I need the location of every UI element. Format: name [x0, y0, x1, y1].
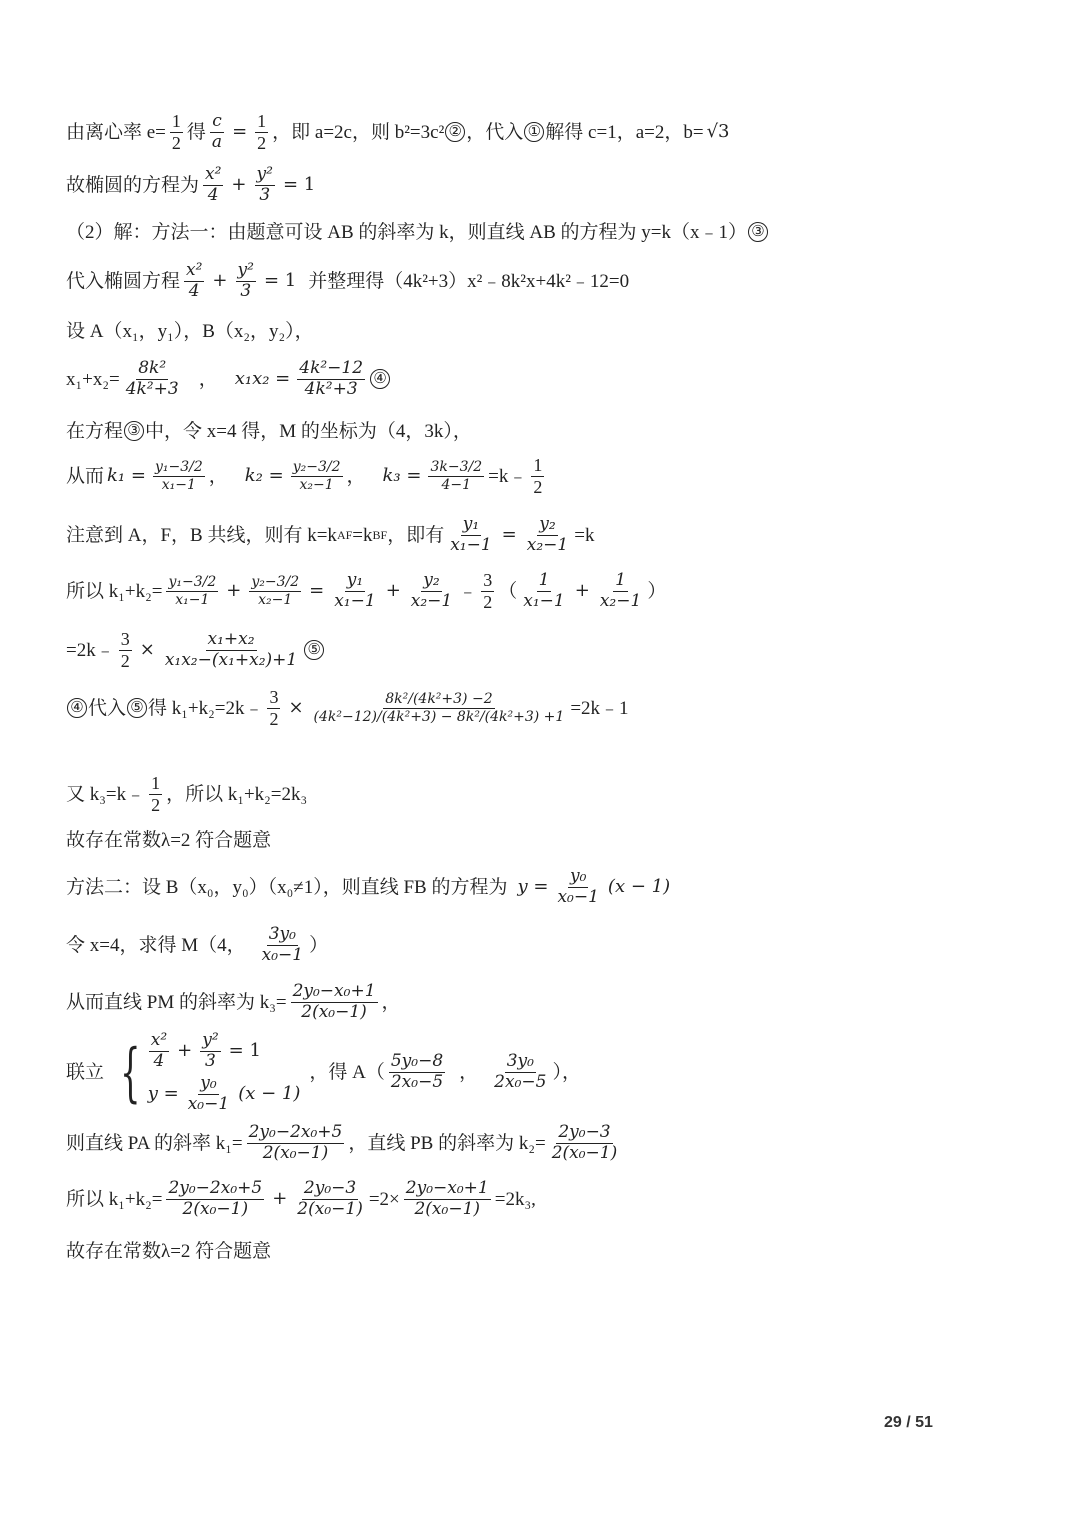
text: 故存在常数λ=2 符合题意	[66, 830, 272, 851]
text: 联立	[66, 1062, 105, 1084]
text: 代入椭圆方程	[66, 270, 181, 292]
text-line-15	[66, 868, 673, 907]
text-line-4	[66, 262, 629, 301]
text: 得 k₁+k₂=2k﹣	[148, 697, 264, 719]
text: 代入	[88, 697, 127, 719]
text-line-11	[66, 630, 325, 671]
text: ，得 A（	[309, 1062, 385, 1084]
fraction: $\frac{\text{y₂−3/2}}{\text{x₂−1}}$	[251, 574, 300, 608]
fraction: $\frac{\text{3y₀}}{\text{2x₀−5}}$	[494, 1051, 547, 1093]
text-line-7	[66, 421, 472, 441]
circled-number: ①	[524, 122, 544, 142]
text: ），	[552, 1062, 581, 1084]
operator: +	[226, 580, 242, 602]
text: 解得 c=1，a=2，b=	[545, 121, 704, 143]
operator: = 1	[228, 1040, 261, 1062]
math: x₁x₂ =	[234, 368, 291, 390]
circled-number: ⑤	[127, 698, 147, 718]
text: =k	[352, 524, 373, 546]
fraction: $\frac{3k-3/2}{4-1}$	[430, 459, 483, 493]
math: y =	[147, 1083, 179, 1105]
text: 所以 k₁+k₂=	[66, 1188, 163, 1210]
circled-number: ②	[445, 122, 465, 142]
fraction: $\frac{1}{2}$	[171, 111, 181, 153]
subscript: BF	[372, 528, 388, 543]
fraction: $\frac{1}{2}$	[533, 455, 543, 497]
operator: +	[177, 1040, 193, 1062]
text: 在方程	[66, 420, 124, 442]
circled-number: ④	[67, 698, 87, 718]
fraction: $\frac{\text{y₁−3/2}}{\text{x₁−1}}$	[168, 574, 217, 608]
fraction: $\frac{\text{y²}}{3}$	[237, 260, 254, 301]
text-line-19	[66, 1124, 623, 1163]
text-line-13	[66, 774, 307, 815]
text: 故存在常数λ=2 符合题意	[66, 1241, 272, 1262]
fraction: $\frac{\text{2y₀−2x₀+5}}{\text{2(x₀−1)}}$	[168, 1178, 263, 1219]
operator: =	[232, 121, 248, 143]
math: k₂ =	[244, 465, 284, 487]
operator: =	[501, 524, 517, 546]
circled-number: ⑤	[304, 640, 324, 660]
text: =2k﹣1	[570, 697, 629, 719]
fraction: $\frac{3}{2}$	[269, 687, 279, 729]
text: 所以 k₁+k₂=	[66, 580, 163, 602]
fraction: $\frac{3}{2}$	[483, 570, 493, 612]
fraction: $\frac{\text{2y₀−x₀+1}}{\text{2(x₀−1)}}$	[405, 1178, 489, 1219]
brace: {	[120, 1035, 141, 1110]
text: 设 A（x₁，y₁），B（x₂，y₂），	[66, 321, 314, 342]
text-line-18	[66, 1032, 581, 1113]
text: 由离心率 e=	[66, 121, 166, 143]
operator: +	[231, 174, 247, 196]
text: （2）解：方法一：由题意可设 AB 的斜率为 k，则直线 AB 的方程为 y=k（x﹣1）	[66, 221, 748, 243]
text: ，	[208, 465, 228, 487]
fraction: $\frac{\text{y²}}{3}$	[202, 1030, 219, 1071]
text: 并整理得（4k²+3）x²﹣8k²x+4k²﹣12=0	[308, 270, 630, 292]
fraction: $\frac{1}{\text{x₂−1}}$	[599, 570, 642, 611]
operator: = 1	[282, 174, 316, 196]
text-line-8	[66, 456, 548, 497]
text: =k	[574, 524, 595, 546]
fraction: $\frac{\text{8k²/(4k²+3) −2}}{\text{(4k²−12)/(4k²+3) − 8k²/(4k²+3) +1}}$	[313, 691, 565, 725]
fraction: $\frac{3}{2}$	[120, 629, 130, 671]
text: 方法二：设 B（x₀，y₀）（x₀≠1），则直线 FB 的方程为	[66, 876, 508, 898]
fraction: $\frac{\text{y₂}}{\text{x₂−1}}$	[526, 514, 569, 555]
text: ）	[647, 580, 667, 602]
fraction: $\frac{\text{8k²}}{\text{4k²+3}}$	[125, 358, 179, 399]
operator: ×	[288, 697, 304, 719]
text-line-12	[66, 688, 629, 729]
fraction: $\frac{\text{x²}}{4}$	[205, 164, 222, 205]
text: x₁+x₂=	[66, 368, 120, 390]
text: （	[498, 580, 518, 602]
fraction: $\frac{\text{x²}}{4}$	[186, 260, 203, 301]
fraction: $\frac{1}{\text{x₁−1}}$	[523, 570, 565, 611]
text: =k﹣	[488, 465, 528, 487]
text: 又 k₃=k﹣	[66, 783, 146, 805]
fraction: $\frac{\text{y₂}}{\text{x₂−1}}$	[410, 570, 453, 611]
circled-number: ④	[370, 369, 390, 389]
text: =2k﹣	[66, 639, 115, 661]
text: 从而直线 PM 的斜率为 k₃=	[66, 991, 287, 1013]
text: 中，令 x=4 得，M 的坐标为（4，3k），	[145, 420, 472, 442]
text: ，	[346, 465, 366, 487]
fraction: $\frac{\text{y₀}}{\text{x₀−1}}$	[557, 866, 599, 907]
text: 故椭圆的方程为	[66, 174, 200, 196]
operator: +	[272, 1188, 288, 1210]
math: (x − 1)	[607, 876, 671, 898]
fraction: $\frac{\text{y₂−3/2}}{\text{x₂−1}}$	[292, 459, 341, 493]
text: 令 x=4，求得 M（4，	[66, 934, 246, 956]
text: ，代入	[466, 121, 524, 143]
text: ，	[459, 1062, 479, 1084]
operator: ×	[139, 639, 155, 661]
operator: +	[212, 270, 228, 292]
operator: +	[574, 580, 590, 602]
math: k₃ =	[382, 465, 422, 487]
text-line-10	[66, 571, 666, 612]
text-line-2	[66, 166, 319, 205]
fraction: $\frac{\text{2y₀−2x₀+5}}{\text{2(x₀−1)}}$	[248, 1122, 343, 1163]
text: 从而	[66, 465, 105, 487]
text-line-1	[66, 112, 732, 153]
text: ，所以 k₁+k₂=2k₃	[166, 783, 308, 805]
text: ，即有	[387, 524, 445, 546]
text: ，	[198, 368, 218, 390]
fraction: $\frac{\text{y₀}}{\text{x₀−1}}$	[187, 1072, 230, 1114]
text: ）	[309, 934, 329, 956]
fraction: $\frac{\text{2y₀−3}}{\text{2(x₀−1)}}$	[551, 1122, 618, 1163]
fraction: $\frac{\text{y²}}{3}$	[256, 164, 273, 205]
fraction: $\frac{\text{4k²−12}}{\text{4k²+3}}$	[299, 358, 364, 399]
text-line-6	[66, 360, 391, 399]
text-line-3	[66, 222, 769, 242]
text-line-20	[66, 1180, 536, 1219]
math: (x − 1)	[238, 1083, 301, 1105]
fraction: $\frac{\text{y₁}}{\text{x₁−1}}$	[334, 570, 376, 611]
text-line-16	[66, 926, 328, 965]
fraction: $\frac{\text{2y₀−3}}{\text{2(x₀−1)}}$	[297, 1178, 363, 1219]
fraction: $\frac{\text{5y₀−8}}{\text{2x₀−5}}$	[390, 1051, 444, 1093]
math: y =	[517, 876, 549, 898]
text: ，	[381, 991, 401, 1013]
text: 注意到 A，F，B 共线，则有 k=k	[66, 524, 337, 546]
text-line-21	[66, 1242, 271, 1261]
text-line-5	[66, 322, 314, 341]
text: =2×	[368, 1188, 400, 1210]
equation-system	[110, 1032, 303, 1113]
operator: +	[385, 580, 401, 602]
fraction: $\frac{1}{2}$	[151, 773, 161, 815]
text-line-14	[66, 831, 271, 850]
circled-number: ③	[124, 421, 144, 441]
sqrt: √3	[706, 121, 730, 143]
text: ﹣	[458, 580, 478, 602]
fraction: $\frac{\text{y₁−3/2}}{\text{x₁−1}}$	[154, 459, 203, 493]
text: 得	[186, 121, 206, 143]
fraction: $\frac{\text{y₁}}{\text{x₁−1}}$	[450, 514, 492, 555]
fraction: $\frac{\text{3y₀}}{\text{x₀−1}}$	[261, 924, 304, 965]
text: ，直线 PB 的斜率为 k₂=	[348, 1132, 546, 1154]
fraction: $\frac{\text{2y₀−x₀+1}}{\text{2(x₀−1)}}$	[292, 981, 376, 1022]
operator: = 1	[263, 270, 297, 292]
math: k₁ =	[107, 465, 146, 487]
fraction: $\frac{c}{a}$	[211, 111, 223, 152]
fraction: $\frac{1}{2}$	[257, 111, 267, 153]
text-line-17	[66, 983, 401, 1022]
fraction: $\frac{\text{x²}}{4}$	[150, 1030, 168, 1071]
text: 则直线 PA 的斜率 k₁=	[66, 1132, 243, 1154]
page-number: 29 / 51	[884, 1414, 933, 1431]
circled-number: ③	[748, 222, 768, 242]
text: ，即 a=2c，则 b²=3c²	[272, 121, 445, 143]
fraction: $\frac{\text{x₁+x₂}}{\text{x₁x₂−(x₁+x₂)+1}}$	[164, 629, 298, 670]
text: =2k₃,	[494, 1188, 536, 1210]
text-line-9	[66, 516, 594, 555]
system-row	[145, 1072, 304, 1114]
subscript: AF	[336, 528, 353, 543]
system-row	[145, 1032, 304, 1071]
operator: =	[309, 580, 325, 602]
